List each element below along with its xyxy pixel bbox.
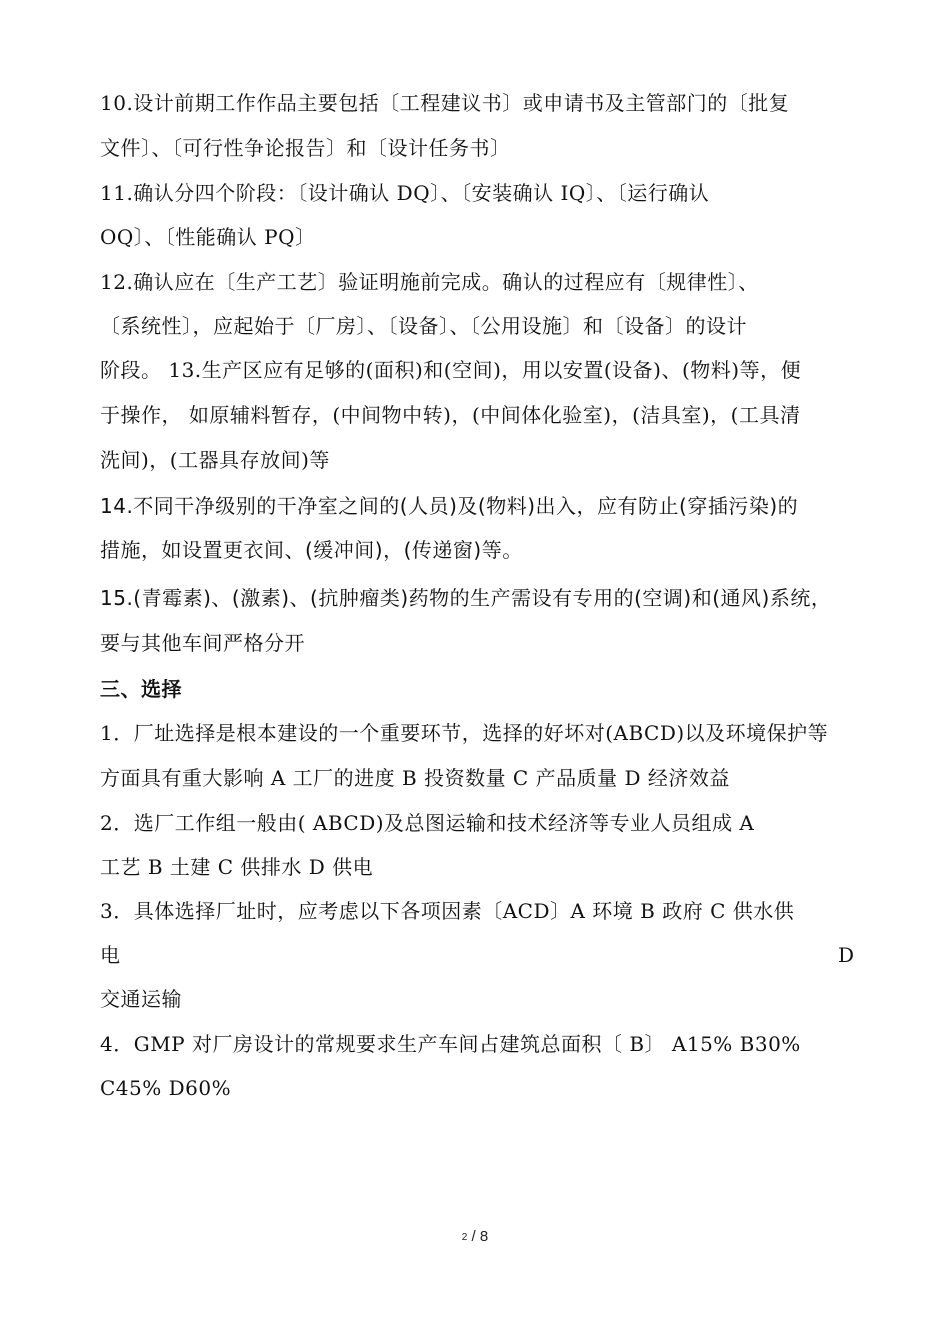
choice-line: 工艺 B 土建 C 供排水 D 供电 (100, 855, 374, 879)
text-line: 14.不同干净级别的干净室之间的(人员)及(物料)出入，应有防止(穿插污染)的 (100, 494, 799, 518)
page-separator: / (467, 1228, 480, 1245)
text-line: 11.确认分四个阶段：〔设计确认 DQ〕、〔安装确认 IQ〕、〔运行确认 (100, 181, 710, 205)
section-heading: 三、选择 (100, 677, 182, 701)
choice-line: 方面具有重大影响 A 工厂的进度 B 投资数量 C 产品质量 D 经济效益 (100, 766, 730, 790)
text-line: 10.设计前期工作作品主要包括〔工程建议书〕或申请书及主管部门的〔批复 (100, 91, 790, 115)
page-number (0, 1228, 950, 1245)
choice-option-d: D (838, 943, 855, 967)
choice-line: 1．厂址选择是根本建设的一个重要环节，选择的好坏对(ABCD)以及环境保护等 (100, 721, 829, 745)
choice-line: 2．选厂工作组一般由( ABCD)及总图运输和技术经济等专业人员组成 A (100, 811, 755, 835)
current-page: 2 (461, 1232, 468, 1243)
text-line: 文件〕、〔可行性争论报告〕和〔设计任务书〕 (100, 136, 511, 160)
text-line: 于操作， 如原辅料暂存，(中间物中转)，(中间体化验室)，(洁具室)，(工具清 (100, 403, 801, 427)
choice-line: 3．具体选择厂址时，应考虑以下各项因素〔ACD〕A 环境 B 政府 C 供水供 (100, 899, 795, 923)
text-line: 洗间)，(工器具存放间)等 (100, 448, 330, 472)
choice-line: C45% D60% (100, 1076, 232, 1100)
text-line: 措施，如设置更衣间、(缓冲间)，(传递窗)等。 (100, 538, 523, 562)
choice-line: 电 (100, 943, 121, 967)
text-line: 12.确认应在〔生产工艺〕验证明施前完成。确认的过程应有〔规律性〕、 (100, 270, 759, 294)
choice-line: 4．GMP 对厂房设计的常规要求生产车间占建筑总面积〔 B〕 A15% B30% (100, 1032, 801, 1056)
text-line: 〔系统性〕，应起始于〔厂房〕、〔设备〕、〔公用设施〕和〔设备〕的设计 (100, 314, 747, 338)
total-pages: 8 (479, 1228, 489, 1245)
text-line: 要与其他车间严格分开 (100, 631, 305, 655)
text-line: 15.(青霉素)、(激素)、(抗肿瘤类)药物的生产需设有专用的(空调)和(通风)系统， (100, 586, 832, 610)
text-line: OQ〕、〔性能确认 PQ〕 (100, 225, 316, 249)
text-line: 阶段。 13.生产区应有足够的(面积)和(空间)，用以安置(设备)、(物料)等，便 (100, 358, 802, 382)
choice-line: 交通运输 (100, 987, 182, 1011)
